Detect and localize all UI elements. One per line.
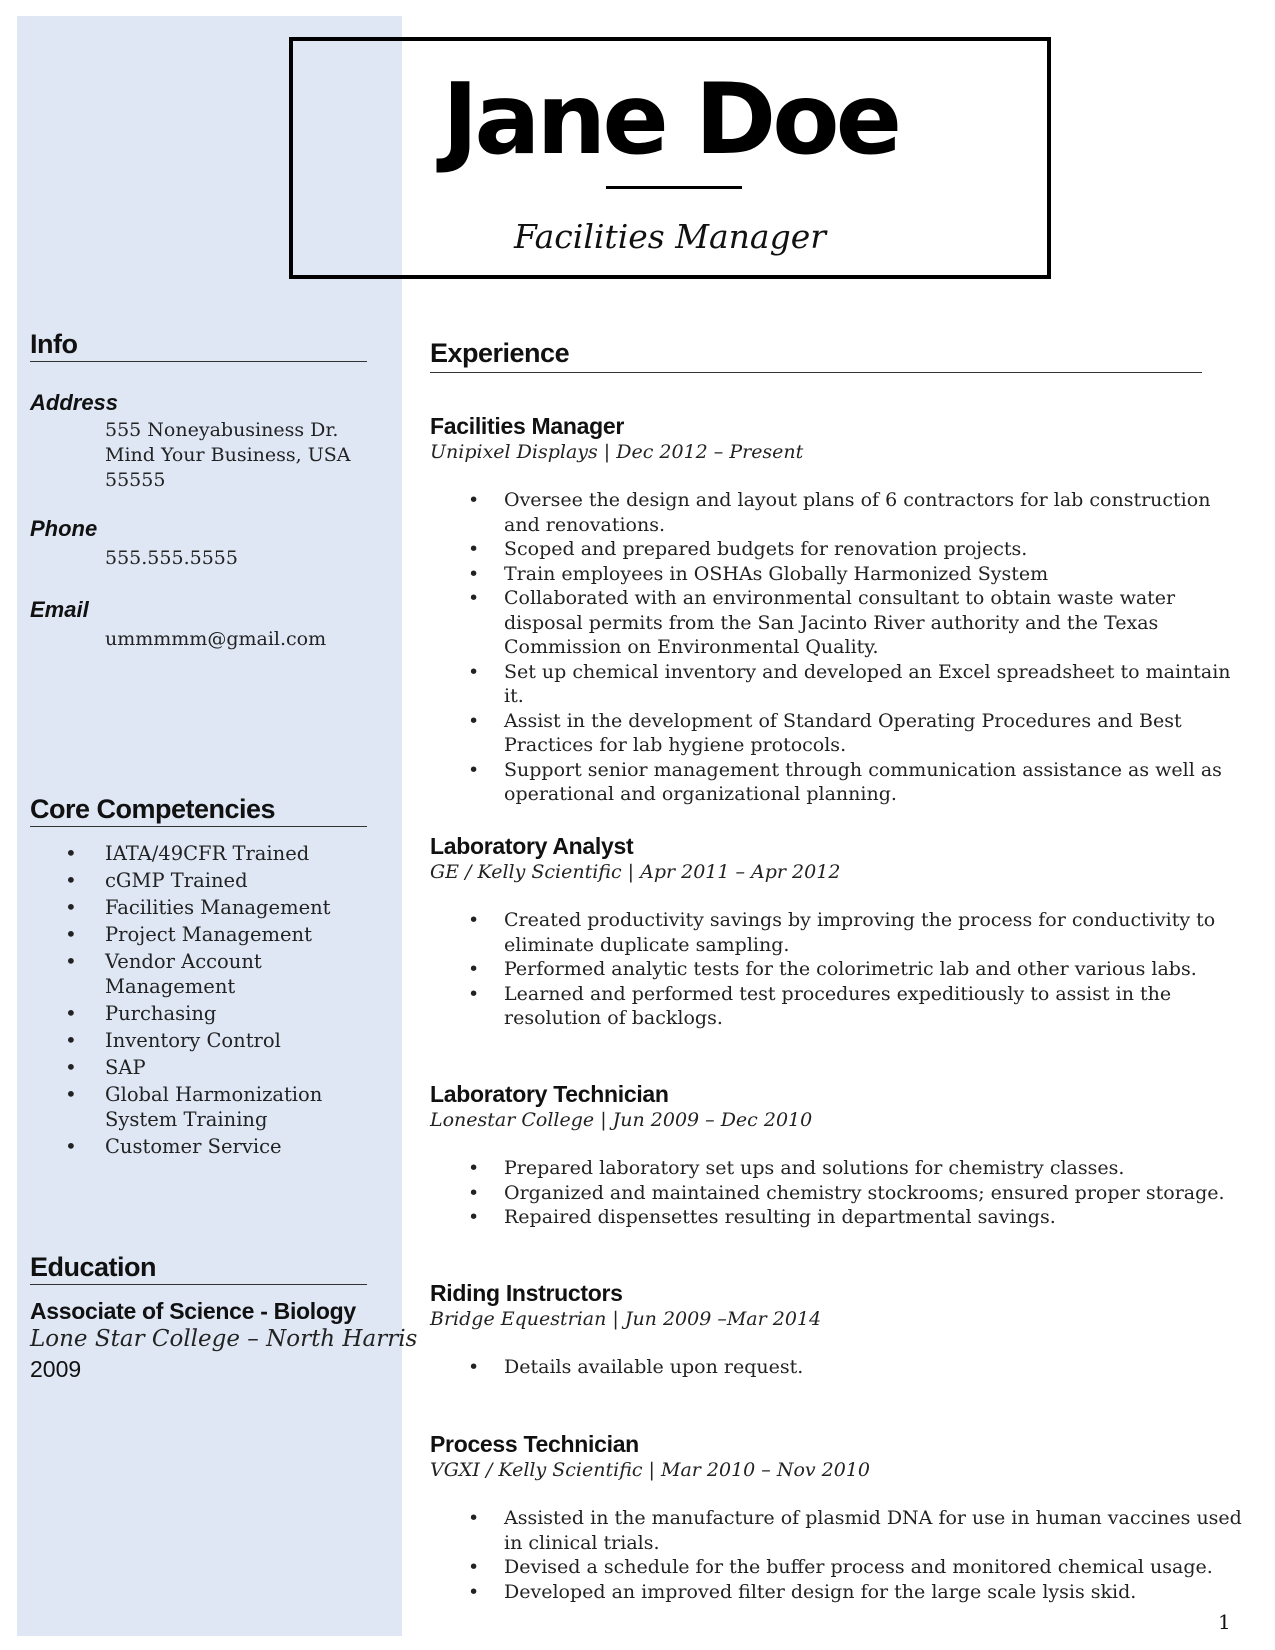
list-item: • Global Harmonization System Training bbox=[30, 1082, 390, 1132]
list-item: • cGMP Trained bbox=[30, 868, 390, 893]
list-item: • Created productivity savings by improving the process for conductivity to eliminate duplicate sampling. bbox=[430, 908, 1245, 957]
job-bullets bbox=[430, 1506, 1245, 1604]
job-meta: GE / Kelly Scientific | Apr 2011 – Apr 2012 bbox=[430, 861, 841, 883]
list-item: • Vendor Account Management bbox=[30, 949, 390, 999]
address-line-3: 55555 bbox=[105, 469, 166, 491]
job-bullets bbox=[430, 908, 1245, 1031]
phone-value: 555.555.5555 bbox=[105, 547, 238, 569]
list-item: • Assist in the development of Standard Operating Procedures and Best Practices for lab hygiene protocols. bbox=[430, 709, 1245, 758]
list-item: • Repaired dispensettes resulting in departmental savings. bbox=[430, 1205, 1245, 1230]
job-bullets bbox=[430, 1156, 1245, 1230]
education-year: 2009 bbox=[30, 1356, 82, 1382]
email-value: ummmmm@gmail.com bbox=[105, 628, 327, 650]
list-item: • Set up chemical inventory and developed an Excel spreadsheet to maintain it. bbox=[430, 660, 1245, 709]
list-item: • Organized and maintained chemistry stockrooms; ensured proper storage. bbox=[430, 1181, 1245, 1206]
job-entry bbox=[430, 1430, 1245, 1604]
list-item: • Project Management bbox=[30, 922, 390, 947]
list-item: • Devised a schedule for the buffer process and monitored chemical usage. bbox=[430, 1555, 1245, 1580]
name-divider bbox=[606, 186, 742, 189]
competencies-list bbox=[30, 841, 390, 1161]
job-entry bbox=[430, 832, 1245, 1031]
phone-label: Phone bbox=[30, 516, 98, 541]
job-entry bbox=[430, 1279, 1245, 1380]
list-item: • IATA/49CFR Trained bbox=[30, 841, 390, 866]
job-meta: Unipixel Displays | Dec 2012 – Present bbox=[430, 441, 804, 463]
list-item: • Train employees in OSHAs Globally Harmonized System bbox=[430, 562, 1245, 587]
job-title: Riding Instructors bbox=[430, 1280, 623, 1306]
competencies-heading: Core Competencies bbox=[30, 793, 367, 827]
education-school: Lone Star College – North Harris bbox=[30, 1326, 418, 1352]
list-item: • Prepared laboratory set ups and solutions for chemistry classes. bbox=[430, 1156, 1245, 1181]
list-item: • Scoped and prepared budgets for renovation projects. bbox=[430, 537, 1245, 562]
job-bullets bbox=[430, 1355, 1245, 1380]
list-item: • Details available upon request. bbox=[430, 1355, 1245, 1380]
page-number: 1 bbox=[1218, 1610, 1231, 1634]
job-title: Laboratory Technician bbox=[430, 1081, 669, 1107]
list-item: • Customer Service bbox=[30, 1134, 390, 1159]
email-label: Email bbox=[30, 597, 89, 622]
list-item: • Assisted in the manufacture of plasmid DNA for use in human vaccines used in clinical trials. bbox=[430, 1506, 1245, 1555]
list-item: • Collaborated with an environmental consultant to obtain waste water disposal permits from the San Jacinto River authority and the Texas Commission on Environmental Quality. bbox=[430, 586, 1245, 660]
list-item: • SAP bbox=[30, 1055, 390, 1080]
job-meta: VGXI / Kelly Scientific | Mar 2010 – Nov 2010 bbox=[430, 1459, 871, 1481]
education-heading: Education bbox=[30, 1251, 367, 1285]
list-item: • Oversee the design and layout plans of 6 contractors for lab construction and renovations. bbox=[430, 488, 1245, 537]
job-bullets bbox=[430, 488, 1245, 807]
experience-heading: Experience bbox=[430, 336, 1202, 373]
job-entry bbox=[430, 412, 1245, 807]
list-item: • Inventory Control bbox=[30, 1028, 390, 1053]
job-meta: Lonestar College | Jun 2009 – Dec 2010 bbox=[430, 1109, 813, 1131]
list-item: • Developed an improved filter design for the large scale lysis skid. bbox=[430, 1580, 1245, 1605]
job-title: Process Technician bbox=[430, 1431, 639, 1457]
list-item: • Learned and performed test procedures expeditiously to assist in the resolution of backlogs. bbox=[430, 982, 1245, 1031]
job-meta: Bridge Equestrian | Jun 2009 –Mar 2014 bbox=[430, 1308, 822, 1330]
list-item: • Purchasing bbox=[30, 1001, 390, 1026]
education-degree: Associate of Science - Biology bbox=[30, 1298, 356, 1324]
address-line-2: Mind Your Business, USA bbox=[105, 444, 351, 466]
job-title: Facilities Manager bbox=[430, 413, 625, 439]
info-heading: Info bbox=[30, 328, 367, 362]
name-header-box bbox=[289, 37, 1051, 279]
list-item: • Facilities Management bbox=[30, 895, 390, 920]
job-entry bbox=[430, 1080, 1245, 1230]
address-label: Address bbox=[30, 390, 119, 415]
address-line-1: 555 Noneyabusiness Dr. bbox=[105, 419, 339, 441]
job-title-header: Facilities Manager bbox=[513, 217, 827, 256]
candidate-name: Jane Doe bbox=[441, 63, 899, 177]
job-title: Laboratory Analyst bbox=[430, 833, 634, 859]
list-item: • Support senior management through communication assistance as well as operational and organizational planning. bbox=[430, 758, 1245, 807]
list-item: • Performed analytic tests for the colorimetric lab and other various labs. bbox=[430, 957, 1245, 982]
